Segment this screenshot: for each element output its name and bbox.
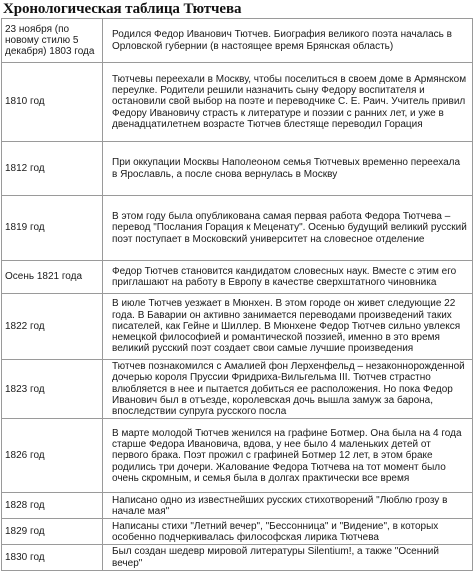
date-cell: 1819 год [2,196,103,261]
table-row [2,360,473,419]
table-row [2,493,473,519]
date-cell: 1812 год [2,142,103,196]
table-row [2,519,473,545]
date-cell: 1810 год [2,63,103,142]
date-cell: 23 ноября (по новому стилю 5 декабря) 1803 года [2,19,103,63]
event-cell: Федор Тютчев становится кандидатом словесных наук. Вместе с этим его приглашают на работу в Европу в качестве сверхштатного чиновника [103,261,473,294]
date-cell: Осень 1821 года [2,261,103,294]
table-row [2,142,473,196]
date-cell: 1830 год [2,545,103,571]
date-cell: 1828 год [2,493,103,519]
event-cell: В марте молодой Тютчев женился на графине Ботмер. Она была на 4 года старше Федора Ивановича, вдова, у нее было 4 маленьких детей от первого брака. Поэт прожил с графиней Ботмер 12 лет, в этом браке родились три дочери. Жалование Федора Тютчева на тот момент было очень скромным, и семья была в долгах практически все время [103,419,473,493]
event-cell: При оккупации Москвы Наполеоном семья Тютчевых временно переехала в Ярославль, а после снова вернулась в Москву [103,142,473,196]
date-cell: 1823 год [2,360,103,419]
page-title: Хронологическая таблица Тютчева [3,1,242,17]
table-row [2,419,473,493]
event-cell: Родился Федор Иванович Тютчев. Биография великого поэта началась в Орловской губернии (в настоящее время Брянская область) [103,19,473,63]
event-cell: В этом году была опубликована самая первая работа Федора Тютчева – перевод "Послания Горация к Меценату". Осенью будущий великий русский поэт поступает в Московский университет на словесное отделение [103,196,473,261]
chronology-table [1,18,473,571]
table-row [2,261,473,294]
event-cell: В июле Тютчев уезжает в Мюнхен. В этом городе он живет следующие 22 года. В Баварии он активно занимается переводами произведений таких писателей, как Гейне и Шиллер. В Мюнхене Федор Тютчев сильно увлекся немецкой философией и романтической поэзией, именно в это время великий русский поэт создает свои самые лучшие произведения [103,294,473,360]
date-cell: 1829 год [2,519,103,545]
table-row [2,19,473,63]
event-cell: Написаны стихи "Летний вечер", "Бессонница" и "Видение", в которых особенно подчеркивалась философская лирика Тютчева [103,519,473,545]
table-row [2,63,473,142]
event-cell: Тютчев познакомился с Амалией фон Лерхенфельд – незаконнорожденной дочерью короля Пруссии Фридриха-Вильгельма III. Тютчев страстно влюбляется в нее и пытается добиться ее расположения. Но пока Федор Иванович был в отъезде, королевская дочь вышла замуж за барона, впоследствии супруга русского посла [103,360,473,419]
date-cell: 1826 год [2,419,103,493]
date-cell: 1822 год [2,294,103,360]
table-row [2,196,473,261]
event-cell: Написано одно из известнейших русских стихотворений "Люблю грозу в начале мая" [103,493,473,519]
event-cell: Был создан шедевр мировой литературы Silentium!, а также "Осенний вечер" [103,545,473,571]
event-cell: Тютчевы переехали в Москву, чтобы поселиться в своем доме в Армянском переулке. Родители решили назначить сыну Федору воспитателя и остановили свой выбор на поэте и переводчике С. Е. Раич. Учитель привил Федору Ивановичу страсть к литературе и поэзии с ранних лет, и уже в двенадцатилетнем возрасте Тютчев блестяще переводил Горация [103,63,473,142]
table-row [2,294,473,360]
